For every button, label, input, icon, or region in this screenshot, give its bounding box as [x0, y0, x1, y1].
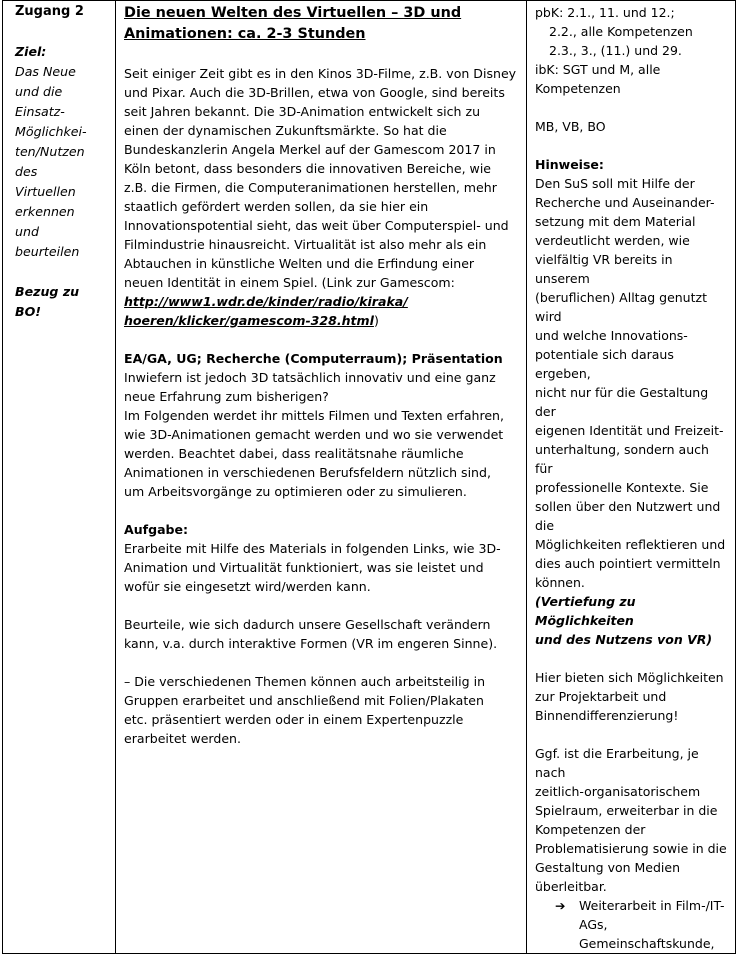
goal-line: und die: [15, 84, 63, 99]
text-line: staatlich gefördert werden sollen, da sie hier ein: [124, 199, 429, 214]
text-line: z.B. die Firmen, die Computeranimationen herstellen, mehr: [124, 180, 497, 195]
text-line: um Arbeitsvorgänge zu optimieren oder zu simulieren.: [124, 484, 467, 499]
text-line: Abtauchen in künstliche Welten und die Erfindung einer: [124, 256, 475, 271]
text-line: Innovationspotential sieht, das weit über Computerspiel- und: [124, 218, 509, 233]
arrow-right-icon: ➔: [555, 898, 566, 913]
subjects-line: MB, VB, BO: [535, 119, 606, 134]
lesson-plan-table: [2, 0, 736, 954]
text-line: kann, v.a. durch interaktive Formen (VR im engeren Sinne).: [124, 636, 498, 651]
text-line: vielfältig VR bereits in unserem: [535, 252, 673, 286]
text-line: werden. Beachtet dabei, dass realitätsnahe räumliche: [124, 446, 464, 461]
method-section: [124, 349, 518, 501]
text-line: Animation und Virtualität funktioniert, was sie leistet und: [124, 560, 484, 575]
deepening-note: und des Nutzens von VR): [535, 632, 713, 647]
text-line: Spielraum, erweiterbar in die: [535, 803, 718, 818]
text-line: Ggf. ist die Erarbeitung, je nach: [535, 746, 699, 780]
text-line: seit Jahren bekannt. Die 3D-Animation entwickelt sich zu: [124, 104, 481, 119]
text-line: AGs,: [579, 917, 608, 932]
title-line: Animationen: ca. 2-3 Stunden: [124, 26, 366, 42]
intro-paragraph: [124, 64, 518, 330]
text-line: setzung mit dem Material: [535, 214, 696, 229]
text-line: Köln betont, dass besonders die innovativen Bereiche, wie: [124, 161, 492, 176]
arrow-list-item: [535, 896, 729, 953]
competencies: [535, 3, 729, 98]
text-line: dies auch pointiert vermitteln: [535, 556, 721, 571]
text-line: Binnendifferenzierung!: [535, 708, 679, 723]
text-line: – Die verschiedenen Themen können auch arbeitsteilig in: [124, 674, 486, 689]
text-line: verdeutlicht werden, wie: [535, 233, 690, 248]
goal-line: Möglichkei-: [15, 124, 87, 139]
text-line: und welche Innovations-: [535, 328, 688, 343]
text-line: und Pixar. Auch die 3D-Brillen, etwa von Google, sind bereits: [124, 85, 505, 100]
text-line: Recherche und Auseinander-: [535, 195, 715, 210]
judge-paragraph: [124, 615, 518, 653]
text-line: Weiterarbeit in Film-/IT-: [579, 898, 725, 913]
text-line: professionelle Kontexte. Sie: [535, 480, 709, 495]
goal-text: [15, 62, 111, 262]
text-line: Erarbeite mit Hilfe des Materials in folgenden Links, wie 3D-: [124, 541, 501, 556]
text-line: Inwiefern ist jedoch 3D tatsächlich innovativ und eine ganz: [124, 370, 496, 385]
gamescom-link-continued[interactable]: hoeren/klicker/gamescom-328.html: [124, 313, 374, 328]
text-line: erarbeitet werden.: [124, 731, 241, 746]
competency-line: ibK: SGT und M, alle Kompetenzen: [535, 62, 661, 96]
text-line: Den SuS soll mit Hilfe der: [535, 176, 695, 191]
access-label: Zugang 2: [15, 4, 84, 19]
text-line: zur Projektarbeit und: [535, 689, 667, 704]
extension-note: [535, 744, 729, 896]
hints-section: [535, 155, 729, 649]
text-line: Hier bieten sich Möglichkeiten: [535, 670, 724, 685]
text-line: nicht nur für die Gestaltung der: [535, 385, 709, 419]
text-line: etc. präsentiert werden oder in einem Expertenpuzzle: [124, 712, 464, 727]
hints-heading: Hinweise:: [535, 157, 604, 172]
method-heading: EA/GA, UG; Recherche (Computerraum); Präsentation: [124, 351, 503, 366]
text-line: unterhaltung, sondern auch für: [535, 442, 709, 476]
goal-line: ten/Nutzen: [15, 144, 85, 159]
text-line: wofür sie eingesetzt wird/werden kann.: [124, 579, 371, 594]
gamescom-link[interactable]: http://www1.wdr.de/kinder/radio/kiraka/: [124, 294, 408, 309]
competency-line: 2.3., 3., (11.) und 29.: [549, 43, 682, 58]
competency-line: pbK: 2.1., 11. und 12.;: [535, 5, 675, 20]
project-note: [535, 668, 729, 725]
text-line: Animationen in verschiedenen Berufsfeldern nützlich sind,: [124, 465, 491, 480]
text-line: einen der dynamischen Zukunftsmärkte. So hat die: [124, 123, 447, 138]
task-section: [124, 520, 518, 596]
career-orientation-note: [15, 282, 111, 322]
notes-column: [527, 1, 736, 954]
goal-line: und: [15, 224, 39, 239]
text-line: Bundeskanzlerin Angela Merkel auf der Gamescom 2017 in: [124, 142, 496, 157]
meta-column: [3, 1, 116, 954]
task-heading: Aufgabe:: [124, 522, 189, 537]
text-line: Seit einiger Zeit gibt es in den Kinos 3D-Filme, z.B. von Disney: [124, 66, 517, 81]
text-line: Im Folgenden werdet ihr mittels Filmen und Texten erfahren,: [124, 408, 505, 423]
text-line: potentiale sich daraus ergeben,: [535, 347, 674, 381]
group-work-paragraph: [124, 672, 518, 748]
text-line: Gemeinschaftskunde,: [579, 936, 715, 951]
lesson-title: [124, 3, 518, 45]
goal-line: Einsatz-: [15, 104, 65, 119]
goal-heading: Ziel:: [15, 44, 47, 59]
text-line: (beruflichen) Alltag genutzt wird: [535, 290, 707, 324]
text-line: wie 3D-Animationen gemacht werden und wo sie verwendet: [124, 427, 504, 442]
goal-line: erkennen: [15, 204, 75, 219]
text-line: überleitbar.: [535, 879, 607, 894]
career-line: BO!: [15, 304, 42, 319]
text-line: Beurteile, wie sich dadurch unsere Gesellschaft verändern: [124, 617, 491, 632]
text-line: neue Erfahrung zum bisherigen?: [124, 389, 329, 404]
goal-line: Virtuellen: [15, 184, 76, 199]
text-line: Gruppen erarbeitet und anschließend mit Folien/Plakaten: [124, 693, 484, 708]
link-close-paren: ): [373, 313, 379, 328]
text-line: Gestaltung von Medien: [535, 860, 681, 875]
text-line: Kompetenzen der: [535, 822, 646, 837]
goal-line: Das Neue: [15, 64, 76, 79]
career-line: Bezug zu: [15, 284, 80, 299]
text-line: sollen über den Nutzwert und die: [535, 499, 721, 533]
title-line: Die neuen Welten des Virtuellen – 3D und: [124, 5, 462, 21]
text-line: können.: [535, 575, 585, 590]
deepening-note: (Vertiefung zu Möglichkeiten: [535, 594, 636, 628]
text-line: eigenen Identität und Freizeit-: [535, 423, 724, 438]
text-line: Filmindustrie hinausreicht. Virtualität ist also mehr als ein: [124, 237, 487, 252]
text-line: Möglichkeiten reflektieren und: [535, 537, 726, 552]
competency-line: 2.2., alle Kompetenzen: [549, 24, 693, 39]
text-line: neuen Identität in einem Spiel. (Link zur Gamescom:: [124, 275, 455, 290]
content-column: [116, 1, 527, 954]
text-line: zeitlich-organisatorischem: [535, 784, 701, 799]
goal-line: des: [15, 164, 38, 179]
table-row: [3, 1, 736, 954]
goal-line: beurteilen: [15, 244, 80, 259]
text-line: Problematisierung sowie in die: [535, 841, 727, 856]
